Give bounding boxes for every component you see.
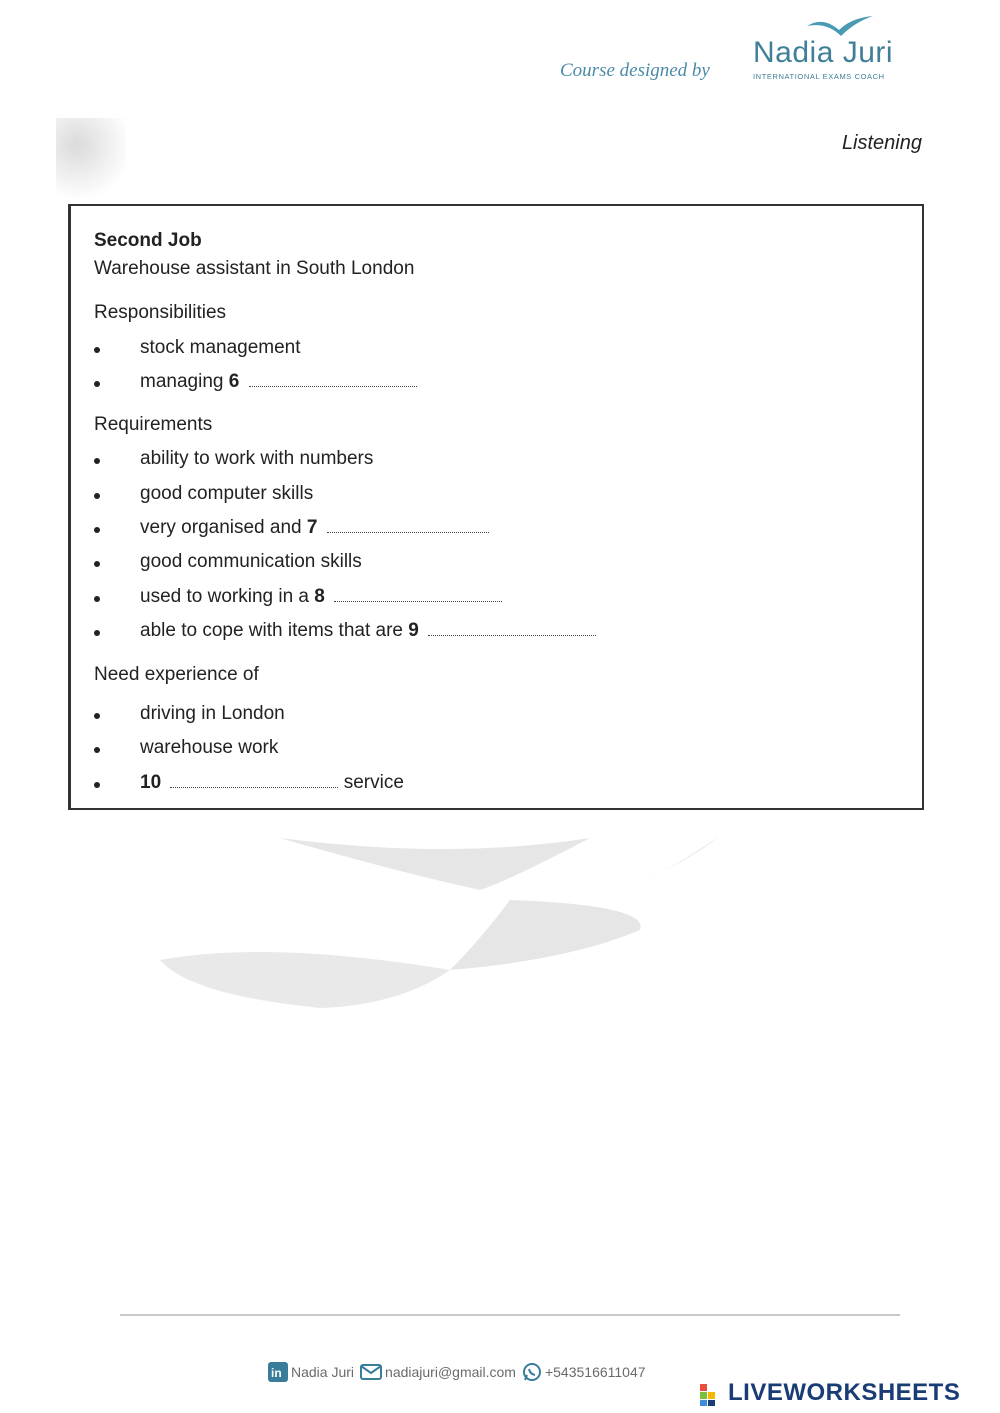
liveworksheets-wordmark: LIVEWORKSHEETS [728,1379,961,1406]
seagull-logo-icon [805,14,875,38]
whatsapp-contact[interactable] [522,1362,646,1382]
item-text: warehouse work [140,737,279,758]
footer-divider [120,1314,900,1316]
item-text: ability to work with numbers [140,448,374,469]
group-heading-responsibilities: Responsibilities [94,302,227,323]
gap-number: 10 [140,772,162,793]
liveworksheets-logo[interactable] [700,1378,960,1408]
bullet-icon [94,713,100,719]
answer-blank[interactable] [249,385,417,387]
gap-number: 8 [314,586,325,607]
linkedin-contact[interactable] [268,1362,354,1382]
gap-number: 9 [408,620,419,641]
bullet-icon [94,458,100,464]
bullet-icon [94,596,100,602]
item-text: good computer skills [140,483,314,504]
email-address: nadiajuri@gmail.com [385,1364,516,1380]
notes-subtitle: Warehouse assistant in South London [94,258,415,279]
brand-subtitle: INTERNATIONAL EXAMS COACH [753,72,885,81]
brand-logo [753,14,913,94]
item-text: good communication skills [140,551,362,572]
section-label: Listening [841,132,922,154]
svg-text:in: in [271,1366,282,1380]
bullet-icon [94,630,100,636]
bullet-icon [94,527,100,533]
group-heading-experience: Need experience of [94,664,259,685]
liveworksheets-logo-icon [700,1380,726,1406]
item-text: managing [140,371,224,392]
item-text: very organised and [140,517,302,538]
linkedin-icon [268,1362,288,1382]
item-text: driving in London [140,703,285,724]
scan-artifact [56,118,126,208]
linkedin-name: Nadia Juri [291,1364,355,1380]
bullet-icon [94,381,100,387]
bullet-icon [94,782,100,788]
whatsapp-icon [522,1362,542,1382]
answer-blank[interactable] [170,786,338,788]
item-text: used to working in a [140,586,309,607]
brand-name: Nadia Juri [753,36,894,69]
phone-number: +543516611047 [544,1364,646,1380]
email-contact[interactable] [360,1364,516,1380]
answer-blank[interactable] [327,531,489,533]
gap-number: 7 [306,517,318,538]
brand-tagline: Course designed by [560,60,710,81]
item-text: stock management [140,337,301,358]
answer-blank[interactable] [428,634,596,636]
email-icon [360,1364,382,1380]
bullet-icon [94,347,100,353]
item-text-after: service [343,772,404,793]
footer-contacts [268,1360,652,1384]
bullet-icon [94,561,100,567]
watermark-swoosh [150,830,750,1020]
answer-blank[interactable] [334,600,502,602]
gap-number: 6 [228,371,240,392]
header-brand [555,14,915,94]
item-text: able to cope with items that are [140,620,403,641]
notes-title: Second Job [94,230,202,251]
bullet-icon [94,747,100,753]
bullet-icon [94,493,100,499]
group-heading-requirements: Requirements [94,414,213,435]
notes-box [68,204,924,810]
